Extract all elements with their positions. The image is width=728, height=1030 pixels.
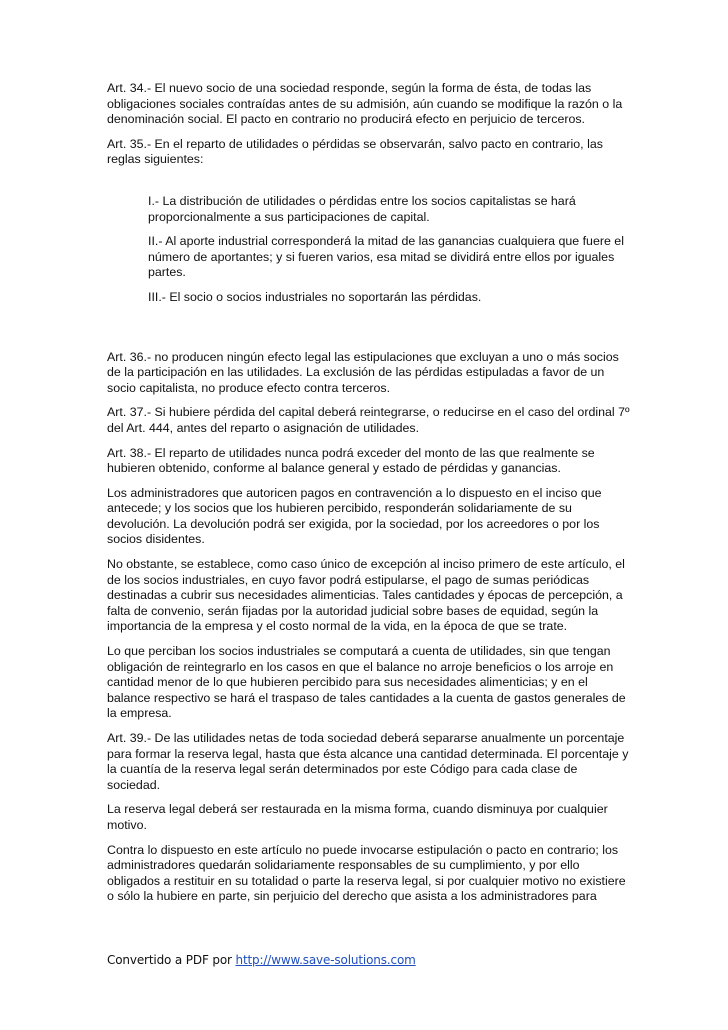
article-35: [107, 137, 632, 168]
article-36-text: Art. 36.- no producen ningún efecto legal las estipulaciones que excluyan a uno o más socios de la participación en las utilidades. La exclusión de las pérdidas estipuladas a favor de un socio capitalista, no produce efecto contra terceros.: [107, 349, 619, 395]
article-36: [107, 350, 632, 397]
article-38-text: Art. 38.- El reparto de utilidades nunca podrá exceder del monto de las que realmente se hubieren obtenido, conforme al balance general y estado de pérdidas y ganancias.: [107, 445, 595, 476]
article-37: [107, 405, 632, 436]
article-38: [107, 446, 632, 477]
article-39-paragraph-2: [107, 802, 632, 833]
footer-prefix: Convertido a PDF por: [107, 953, 236, 967]
article-35-text: Art. 35.- En el reparto de utilidades o pérdidas se observarán, salvo pacto en contrario, las reglas siguientes:: [107, 136, 603, 167]
footer-link[interactable]: http://www.save-solutions.com: [235, 953, 416, 967]
rule-2-text: II.- Al aporte industrial corresponderá la mitad de las ganancias cualquiera que fuere el número de aportantes; y si fueren varios, esa mitad se dividirá entre ellos por iguales partes.: [148, 234, 624, 280]
article-34: [107, 81, 632, 128]
article-39-text: Art. 39.- De las utilidades netas de toda sociedad deberá separarse anualmente un porcentaje para formar la reserva legal, hasta que ésta alcance una cantidad determinada. El porcentaje y la cuantía de la reserva legal serán determinados por este Código para cada clase de sociedad.: [107, 731, 629, 792]
article-38-paragraph-3: [107, 557, 632, 635]
article-39: [107, 731, 632, 793]
article-39-paragraph-3: [107, 843, 632, 905]
footer: [107, 953, 416, 967]
article-38-paragraph-2-text: Los administradores que autoricen pagos en contravención a lo dispuesto en el inciso que antecede; y los socios que los hubieren percibido, responderán solidariamente de su devolución. La devolución podrá ser exigida, por la sociedad, por los acreedores o por los socios disidentes.: [107, 485, 602, 547]
rule-1: [148, 194, 624, 225]
article-37-text: Art. 37.- Si hubiere pérdida del capital deberá reintegrarse, o reducirse en el caso del ordinal 7º del Art. 444, antes del reparto o asignación de utilidades.: [107, 405, 630, 435]
article-38-paragraph-4: [107, 644, 632, 722]
article-38-paragraph-3-text: No obstante, se establece, como caso único de excepción al inciso primero de este artículo, el de los socios industriales, en cuyo favor podrá estipularse, el pago de sumas periódicas destinadas a cubrir sus necesidades alimenticias. Tales cantidades y épocas de percepción, a falta de convenio, serán fijadas por la autoridad judicial sobre bases de equidad, según la importancia de la empresa y el costo normal de la vida, en la época de que se trate.: [107, 557, 625, 634]
article-39-paragraph-2-text: La reserva legal deberá ser restaurada en la misma forma, cuando disminuya por cualquier motivo.: [107, 802, 608, 832]
article-38-paragraph-2: [107, 486, 632, 548]
rule-3-text: III.- El socio o socios industriales no soportarán las pérdidas.: [148, 289, 482, 304]
article-39-paragraph-3-text: Contra lo dispuesto en este artículo no puede invocarse estipulación o pacto en contrario; los administradores quedarán solidariamente responsables de su cumplimiento, y por ello obligados a restituir en su totalidad o parte la reserva legal, si por cualquier motivo no existiere o sólo la hubiere en parte, sin perjuicio del derecho que asista a los administradores para: [107, 842, 626, 904]
rule-3: [148, 290, 624, 306]
rule-1-text: I.- La distribución de utilidades o pérdidas entre los socios capitalistas se hará proporcionalmente a sus participaciones de capital.: [148, 193, 576, 224]
article-34-text: Art. 34.- El nuevo socio de una sociedad responde, según la forma de ésta, de todas las obligaciones sociales contraídas antes de su admisión, aún cuando se modifique la razón o la denominación social. El pacto en contrario no producirá efecto en perjuicio de terceros.: [107, 81, 623, 127]
rule-2: [148, 234, 624, 281]
article-38-paragraph-4-text: Lo que perciban los socios industriales se computará a cuenta de utilidades, sin que tengan obligación de reintegrarlo en los casos en que el balance no arroje beneficios o los arroje en cantidad menor de lo que hubieren percibido para sus necesidades alimenticias; y en el balance respectivo se hará el traspaso de tales cantidades a la cuenta de gastos generales de la empresa.: [107, 644, 626, 721]
